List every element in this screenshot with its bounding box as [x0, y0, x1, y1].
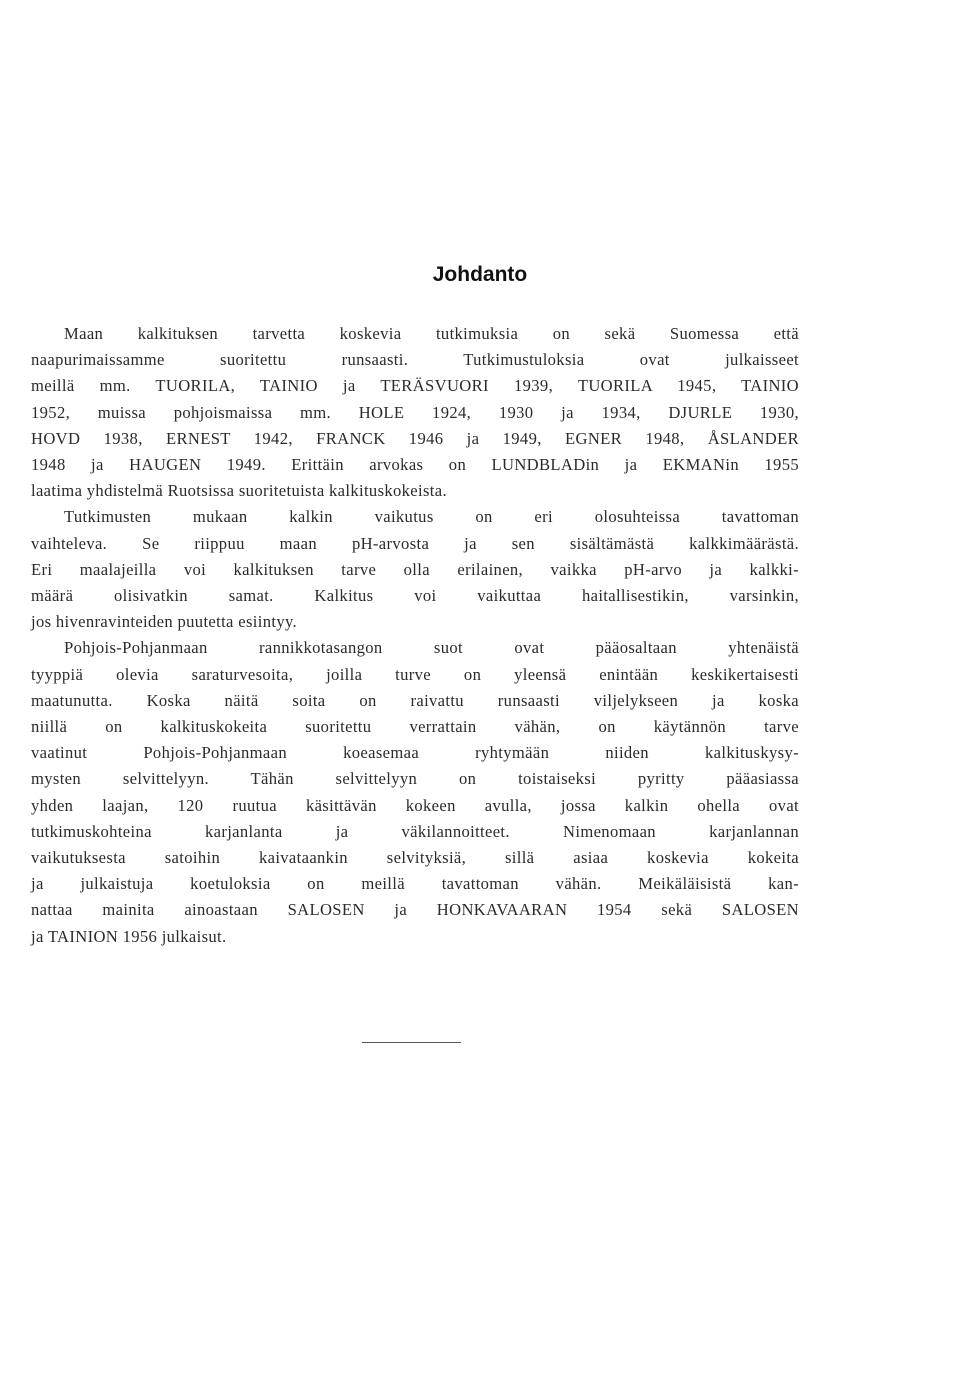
text-line: naapurimaissamme suoritettu runsaasti. Tutkimustuloksia ovat julkaisseet	[31, 350, 799, 370]
text-line: HOVD 1938, ERNEST 1942, FRANCK 1946 ja 1949, EGNER 1948, ÅSLANDER	[31, 428, 799, 448]
text-line: mysten selvittelyyn. Tähän selvittelyyn on toistaiseksi pyritty pääasiassa	[31, 769, 799, 789]
text-line: niillä on kalkituskokeita suoritettu verrattain vähän, on käytännön tarve	[31, 717, 799, 737]
text-line: 1952, muissa pohjoismaissa mm. HOLE 1924, 1930 ja 1934, DJURLE 1930,	[31, 402, 799, 422]
page-title: Johdanto	[432, 263, 528, 286]
text-line: maatunutta. Koska näitä soita on raivattu runsaasti viljelykseen ja koska	[31, 690, 799, 710]
text-line: meillä mm. TUORILA, TAINIO ja TERÄSVUORI 1939, TUORILA 1945, TAINIO	[31, 376, 799, 396]
text-line: Maan kalkituksen tarvetta koskevia tutkimuksia on sekä Suomessa että	[64, 324, 799, 343]
text-line: vaatinut Pohjois-Pohjanmaan koeasemaa ryhtymään niiden kalkituskysy-	[31, 743, 799, 763]
text-line: Eri maalajeilla voi kalkituksen tarve olla erilainen, vaikka pH-arvo ja kalkki-	[31, 559, 799, 579]
text-line: yhden laajan, 120 ruutua käsittävän kokeen avulla, jossa kalkin ohella ovat	[31, 795, 799, 815]
text-line: laatima yhdistelmä Ruotsissa suoritetuista kalkituskokeista.	[31, 481, 447, 501]
text-line: Tutkimusten mukaan kalkin vaikutus on eri olosuhteissa tavattoman	[64, 507, 799, 527]
text-line: tyyppiä olevia saraturvesoita, joilla turve on yleensä enintään keskikertaisesti	[31, 664, 799, 684]
text-line: vaihteleva. Se riippuu maan pH-arvosta ja sen sisältämästä kalkkimäärästä.	[31, 533, 799, 553]
text-line: jos hivenravinteiden puutetta esiintyy.	[31, 612, 298, 632]
text-line: nattaa mainita ainoastaan SALOSEN ja HONKAVAARAN 1954 sekä SALOSEN	[31, 900, 799, 920]
text-line: määrä olisivatkin samat. Kalkitus voi vaikuttaa haitallisestikin, varsinkin,	[31, 586, 799, 606]
text-line: ja TAINION 1956 julkaisut.	[31, 926, 227, 946]
text-line: tutkimuskohteina karjanlanta ja väkilannoitteet. Nimenomaan karjanlannan	[31, 821, 799, 841]
text-line: vaikutuksesta satoihin kaivataankin selvityksiä, sillä asiaa koskevia kokeita	[31, 848, 799, 868]
text-line: Pohjois-Pohjanmaan rannikkotasangon suot ovat pääosaltaan yhtenäistä	[64, 638, 799, 658]
body-text	[31, 321, 799, 950]
text-line: ja julkaistuja koetuloksia on meillä tavattoman vähän. Meikäläisistä kan-	[31, 874, 799, 894]
text-line: 1948 ja HAUGEN 1949. Erittäin arvokas on LUNDBLADin ja EKMANin 1955	[31, 455, 799, 475]
section-divider	[362, 1042, 461, 1043]
